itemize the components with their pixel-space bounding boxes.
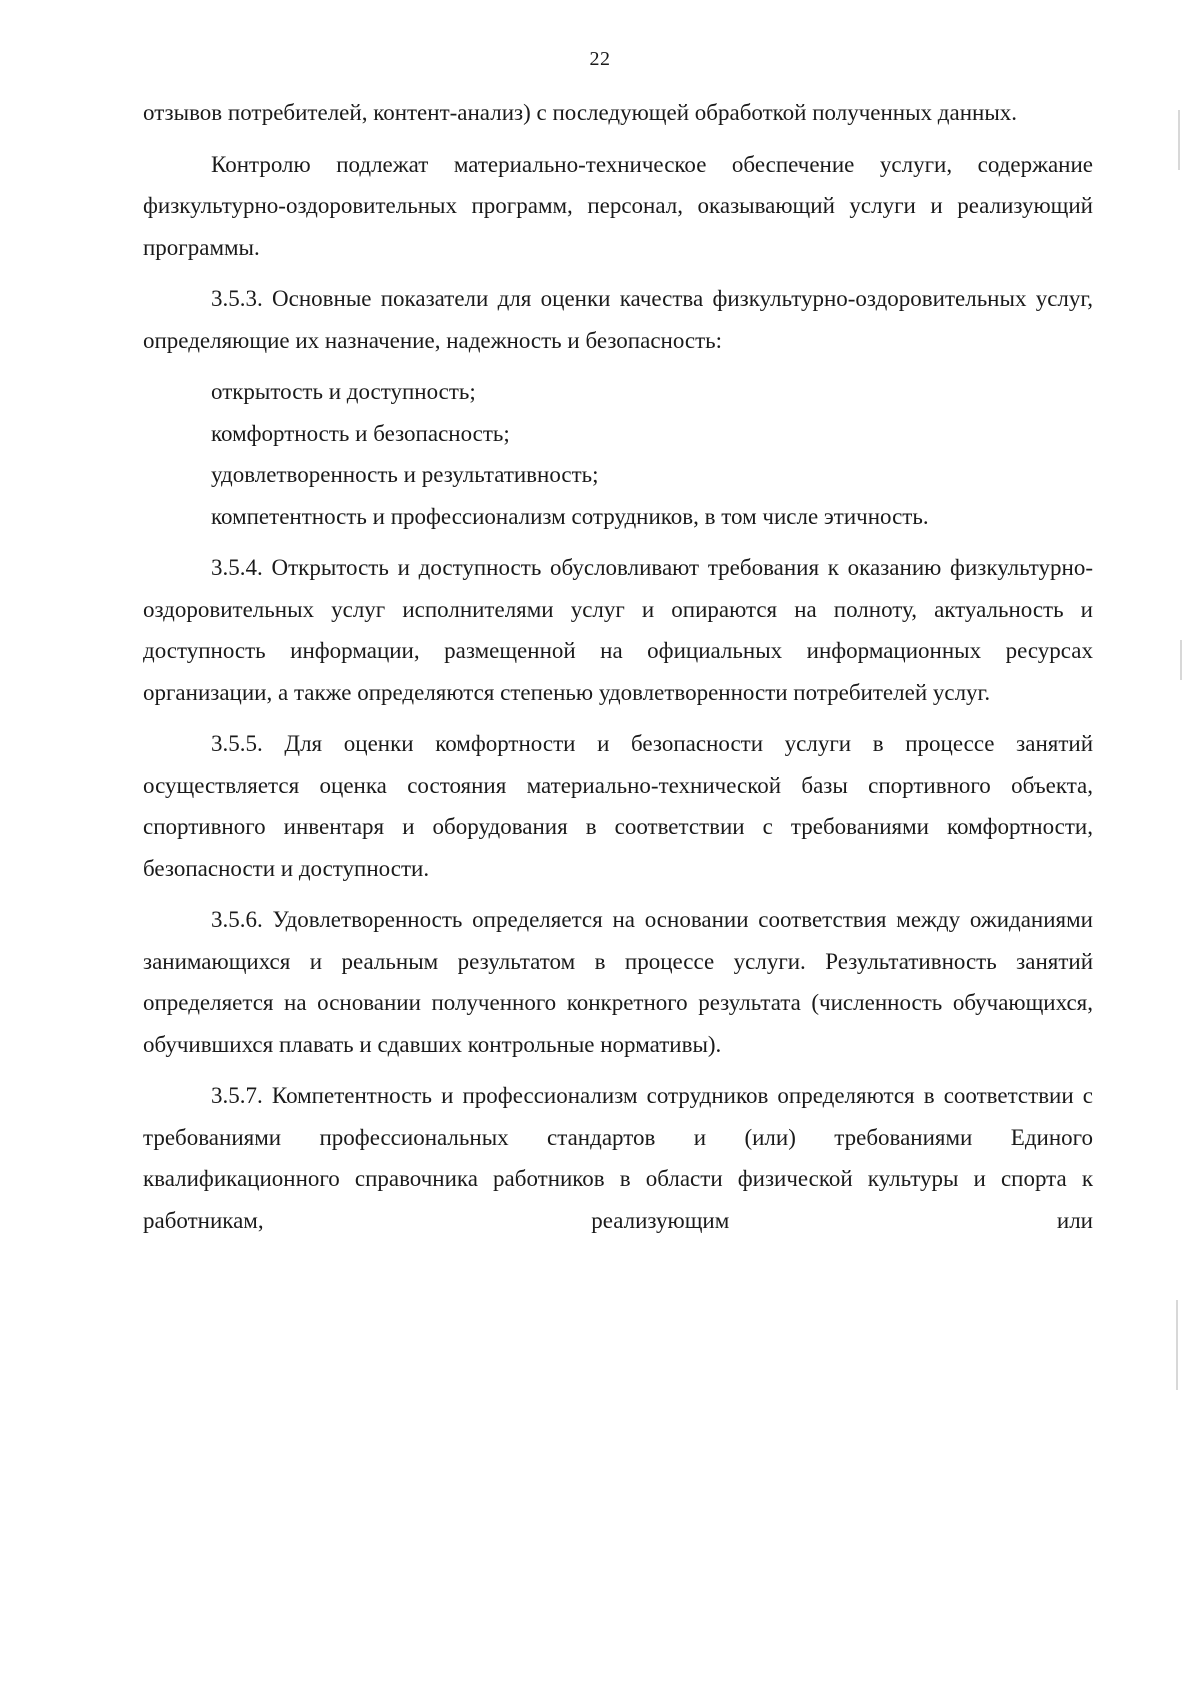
paragraph-control: Контролю подлежат материально-техническое обеспечение услуги, содержание физкультурно-оздоровительных программ, персонал, оказывающий услуги и реализующий программы. <box>143 151 1093 260</box>
paragraph-3-5-6: 3.5.6. Удовлетворенность определяется на основании соответствия между ожиданиями занимающихся и реальным результатом в процессе услуги. Результативность занятий определяется на основании полученного конкретного результата (численность обучающихся, обучившихся плавать и сдавших контрольные нормативы). <box>143 907 1093 1057</box>
scan-artifact <box>1180 640 1182 680</box>
document-body <box>143 92 1093 1251</box>
paragraph-3-5-4: 3.5.4. Открытость и доступность обусловливают требования к оказанию физкультурно-оздоровительных услуг исполнителями услуг и опираются на полноту, актуальность и доступность информации, размещенной на официальных информационных ресурсах организации, а также определяются степенью удовлетворенности потребителей услуг. <box>143 555 1093 705</box>
scan-artifact <box>1178 110 1180 170</box>
list-item-comfort: комфортность и безопасность; <box>211 420 510 446</box>
paragraph-3-5-3: 3.5.3. Основные показатели для оценки качества физкультурно-оздоровительных услуг, определяющие их назначение, надежность и безопасность: <box>143 286 1093 353</box>
paragraph-3-5-7: 3.5.7. Компетентность и профессионализм сотрудников определяются в соответствии с требованиями профессиональных стандартов и (или) требованиями Единого квалификационного справочника работников в области физической культуры и спорта к работникам, реализующим или <box>143 1083 1093 1233</box>
list-item-satisfaction: удовлетворенность и результативность; <box>211 462 599 487</box>
list-item-openness: открытость и доступность; <box>211 379 476 404</box>
paragraph-3-5-5: 3.5.5. Для оценки комфортности и безопасности услуги в процессе занятий осуществляется оценка состояния материально-технической базы спортивного объекта, спортивного инвентаря и оборудования в соответствии с требованиями комфортности, безопасности и доступности. <box>143 731 1093 881</box>
scan-artifact <box>1176 1300 1178 1390</box>
paragraph-continuation: отзывов потребителей, контент-анализ) с последующей обработкой полученных данных. <box>143 100 1018 125</box>
page-number: 22 <box>589 48 611 70</box>
list-item-competence: компетентность и профессионализм сотрудников, в том числе этичность. <box>211 503 929 529</box>
